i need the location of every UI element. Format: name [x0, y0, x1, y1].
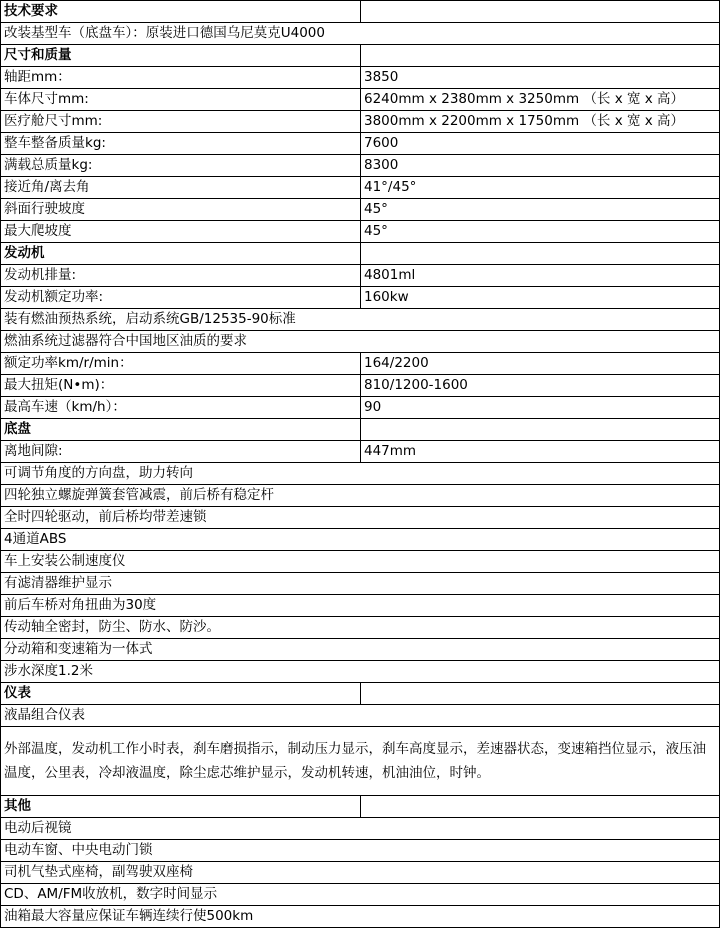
spec-label: 最大扭矩(N•m)：	[1, 375, 361, 397]
spec-value: 3800mm x 2200mm x 1750mm （长 x 宽 x 高）	[361, 111, 720, 133]
spec-label: 整车整备质量kg:	[1, 133, 361, 155]
spec-note: 四轮独立螺旋弹簧套管减震，前后桥有稳定杆	[1, 485, 720, 507]
spec-note: 4通道ABS	[1, 529, 720, 551]
section-title: 发动机	[1, 243, 361, 265]
spec-row	[1, 133, 720, 155]
spec-label: 发动机额定功率:	[1, 287, 361, 309]
section-title: 仪表	[1, 683, 361, 705]
spec-value: 41°/45°	[361, 177, 720, 199]
spec-label: 最大爬坡度	[1, 221, 361, 243]
section-header-row	[1, 796, 720, 818]
empty-cell	[361, 796, 720, 818]
section-header-row	[1, 683, 720, 705]
spec-label: 额定功率km/r/min：	[1, 353, 361, 375]
empty-cell	[361, 1, 720, 23]
empty-cell	[361, 45, 720, 67]
spec-note: 前后车桥对角扭曲为30度	[1, 595, 720, 617]
spec-note-row	[1, 463, 720, 485]
spec-note: 装有燃油预热系统，启动系统GB/12535-90标准	[1, 309, 720, 331]
spec-note: 有滤清器维护显示	[1, 573, 720, 595]
spec-row	[1, 221, 720, 243]
empty-cell	[361, 243, 720, 265]
spec-note-row	[1, 906, 720, 928]
spec-note-row	[1, 551, 720, 573]
spec-label: 轴距mm：	[1, 67, 361, 89]
spec-label: 斜面行驶坡度	[1, 199, 361, 221]
spec-note: 分动箱和变速箱为一体式	[1, 639, 720, 661]
section-header-row	[1, 45, 720, 67]
spec-note-row	[1, 331, 720, 353]
spec-note-row	[1, 309, 720, 331]
spec-note-row	[1, 507, 720, 529]
spec-value: 45°	[361, 221, 720, 243]
spec-note-row	[1, 639, 720, 661]
spec-row	[1, 67, 720, 89]
spec-note: 改装基型车（底盘车）：原装进口德国乌尼莫克U4000	[1, 23, 720, 45]
spec-value: 7600	[361, 133, 720, 155]
spec-note: 可调节角度的方向盘，助力转向	[1, 463, 720, 485]
spec-label: 发动机排量:	[1, 265, 361, 287]
spec-value: 90	[361, 397, 720, 419]
section-header-row	[1, 1, 720, 23]
spec-value: 164/2200	[361, 353, 720, 375]
spec-label: 医疗舱尺寸mm:	[1, 111, 361, 133]
spec-value: 447mm	[361, 441, 720, 463]
spec-note-row	[1, 573, 720, 595]
spec-table-body	[1, 1, 720, 928]
spec-note: 电动车窗、中央电动门锁	[1, 840, 720, 862]
spec-note-row	[1, 485, 720, 507]
spec-note: 涉水深度1.2米	[1, 661, 720, 683]
spec-note: 燃油系统过滤器符合中国地区油质的要求	[1, 331, 720, 353]
spec-label: 接近角/离去角	[1, 177, 361, 199]
spec-note: 外部温度，发动机工作小时表，刹车磨损指示，制动压力显示，刹车高度显示，差速器状态，变速箱挡位显示，液压油温度，公里表，冷却液温度，除尘虑芯维护显示，发动机转速，机油油位，时钟。	[1, 727, 720, 796]
spec-value: 45°	[361, 199, 720, 221]
spec-value: 8300	[361, 155, 720, 177]
spec-note-row	[1, 595, 720, 617]
spec-row	[1, 265, 720, 287]
spec-row	[1, 89, 720, 111]
spec-note: 传动轴全密封，防尘、防水、防沙。	[1, 617, 720, 639]
spec-note-row	[1, 661, 720, 683]
section-title: 底盘	[1, 419, 361, 441]
spec-label: 最高车速（km/h）：	[1, 397, 361, 419]
spec-note-row	[1, 705, 720, 727]
spec-value: 3850	[361, 67, 720, 89]
spec-row	[1, 441, 720, 463]
section-header-row	[1, 419, 720, 441]
spec-note: CD、AM/FM收放机，数字时间显示	[1, 884, 720, 906]
spec-row	[1, 177, 720, 199]
spec-row	[1, 199, 720, 221]
spec-row	[1, 375, 720, 397]
spec-value: 6240mm x 2380mm x 3250mm （长 x 宽 x 高）	[361, 89, 720, 111]
spec-label: 满载总质量kg:	[1, 155, 361, 177]
spec-note-row	[1, 727, 720, 796]
spec-note: 液晶组合仪表	[1, 705, 720, 727]
spec-row	[1, 111, 720, 133]
spec-row	[1, 155, 720, 177]
section-header-row	[1, 243, 720, 265]
spec-label: 车体尺寸mm:	[1, 89, 361, 111]
spec-value: 4801ml	[361, 265, 720, 287]
spec-note-row	[1, 884, 720, 906]
spec-label: 离地间隙:	[1, 441, 361, 463]
spec-note-row	[1, 23, 720, 45]
spec-note-row	[1, 617, 720, 639]
spec-note-row	[1, 862, 720, 884]
spec-note: 油箱最大容量应保证车辆连续行使500km	[1, 906, 720, 928]
spec-value: 810/1200-1600	[361, 375, 720, 397]
spec-value: 160kw	[361, 287, 720, 309]
empty-cell	[361, 419, 720, 441]
spec-note: 车上安装公制速度仪	[1, 551, 720, 573]
spec-note-row	[1, 840, 720, 862]
spec-row	[1, 287, 720, 309]
spec-note-row	[1, 818, 720, 840]
spec-note: 司机气垫式座椅，副驾驶双座椅	[1, 862, 720, 884]
spec-row	[1, 397, 720, 419]
spec-note: 全时四轮驱动，前后桥均带差速锁	[1, 507, 720, 529]
spec-note: 电动后视镜	[1, 818, 720, 840]
section-title: 其他	[1, 796, 361, 818]
spec-note-row	[1, 529, 720, 551]
empty-cell	[361, 683, 720, 705]
section-title: 尺寸和质量	[1, 45, 361, 67]
spec-row	[1, 353, 720, 375]
section-title: 技术要求	[1, 1, 361, 23]
